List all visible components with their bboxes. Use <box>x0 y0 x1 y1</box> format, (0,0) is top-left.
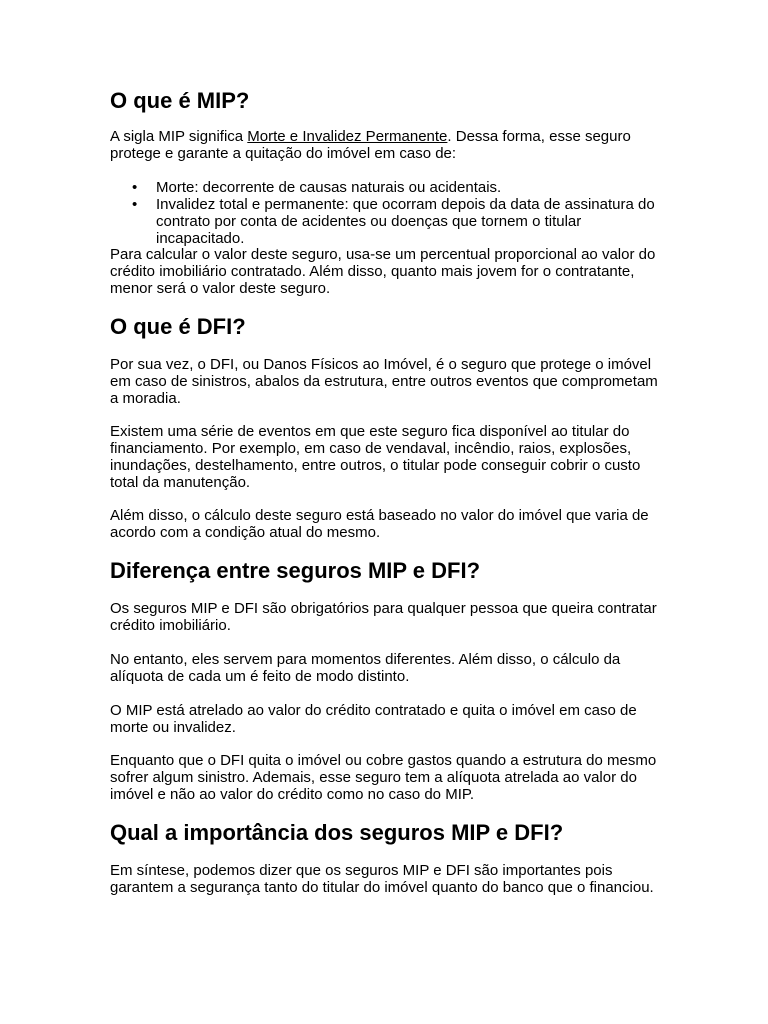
mip-coverage-list <box>110 179 666 247</box>
difference-paragraph-3: O MIP está atrelado ao valor do crédito contratado e quita o imóvel em caso de morte ou invalidez. <box>110 702 637 736</box>
heading-mip: O que é MIP? <box>110 88 250 113</box>
bullet-icon: • <box>132 179 138 196</box>
heading-dfi: O que é DFI? <box>110 314 246 339</box>
dfi-paragraph-3: Além disso, o cálculo deste seguro está baseado no valor do imóvel que varia de acordo com a condição atual do mesmo. <box>110 507 649 541</box>
mip-definition-link[interactable]: Morte e Invalidez Permanente <box>247 128 448 145</box>
mip-intro-paragraph <box>110 128 666 162</box>
importance-paragraph-1: Em síntese, podemos dizer que os seguros MIP e DFI são importantes pois garantem a segurança tanto do titular do imóvel quanto do banco que o financiou. <box>110 862 654 896</box>
dfi-paragraph-2: Existem uma série de eventos em que este seguro fica disponível ao titular do financiamento. Por exemplo, em caso de vendaval, incêndio, raios, explosões, inundações, destelhamento, entre outros, o titular pode conseguir cobrir o custo total da manutenção. <box>110 423 641 491</box>
mip-intro-text-start: A sigla MIP significa <box>110 128 248 145</box>
list-item-text: Morte: decorrente de causas naturais ou acidentais. <box>156 179 502 196</box>
heading-difference: Diferença entre seguros MIP e DFI? <box>110 558 481 583</box>
mip-intro-text-end: . Dessa forma, esse seguro protege e garante a quitação do imóvel em caso de: <box>110 128 631 162</box>
mip-calc-paragraph: Para calcular o valor deste seguro, usa-se um percentual proporcional ao valor do crédito imobiliário contratado. Além disso, quanto mais jovem for o contratante, menor será o valor deste seguro. <box>110 246 656 297</box>
difference-paragraph-1: Os seguros MIP e DFI são obrigatórios para qualquer pessoa que queira contratar crédito imobiliário. <box>110 600 657 634</box>
difference-paragraph-2: No entanto, eles servem para momentos diferentes. Além disso, o cálculo da alíquota de cada um é feito de modo distinto. <box>110 651 621 685</box>
list-item <box>110 196 666 247</box>
heading-importance: Qual a importância dos seguros MIP e DFI? <box>110 820 564 845</box>
dfi-paragraph-1: Por sua vez, o DFI, ou Danos Físicos ao Imóvel, é o seguro que protege o imóvel em caso de sinistros, abalos da estrutura, entre outros eventos que comprometam a moradia. <box>110 356 658 407</box>
bullet-icon: • <box>132 196 138 213</box>
difference-paragraph-4: Enquanto que o DFI quita o imóvel ou cobre gastos quando a estrutura do mesmo sofrer algum sinistro. Ademais, esse seguro tem a alíquota atrelada ao valor do imóvel e não ao valor do crédito como no caso do MIP. <box>110 752 657 803</box>
list-item-text: Invalidez total e permanente: que ocorram depois da data de assinatura do contrato por conta de acidentes ou doenças que tornem o titular incapacitado. <box>156 196 655 247</box>
list-item <box>110 179 666 196</box>
